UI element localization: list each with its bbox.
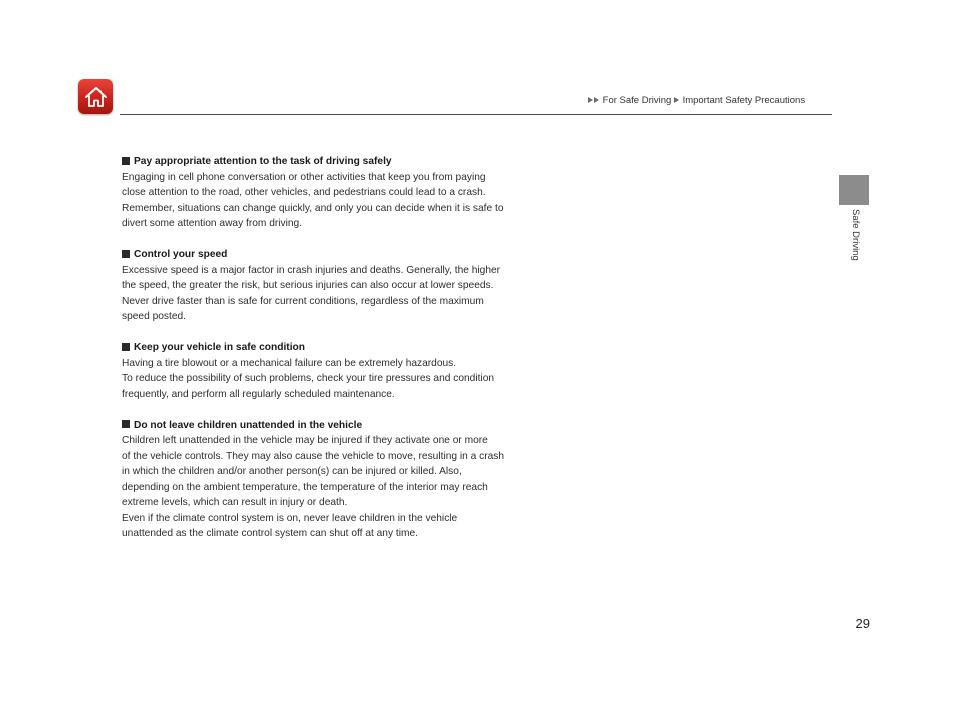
section-heading: Do not leave children unattended in the vehicle: [122, 418, 562, 434]
body-line: Excessive speed is a major factor in crash injuries and deaths. Generally, the higher: [122, 264, 501, 276]
section-heading: Pay appropriate attention to the task of driving safely: [122, 154, 562, 170]
chapter-tab-label: Safe Driving: [850, 209, 861, 261]
body-line: of the vehicle controls. They may also cause the vehicle to move, resulting in a crash: [122, 450, 505, 462]
chapter-tab-marker[interactable]: [839, 175, 869, 205]
section-heading: Keep your vehicle in safe condition: [122, 340, 562, 356]
breadcrumb-arrow-icon: [594, 97, 599, 103]
body-line: Children left unattended in the vehicle may be injured if they activate one or more: [122, 435, 488, 446]
section-attention: [122, 154, 562, 232]
body-line: Remember, situations can change quickly, and only you can decide when it is safe to: [122, 202, 504, 214]
body-line: Never drive faster than is safe for current conditions, regardless of the maximum: [122, 295, 484, 307]
body-line: close attention to the road, other vehicles, and pedestrians could lead to a crash.: [122, 187, 486, 198]
body-line: divert some attention away from driving.: [122, 218, 303, 229]
home-button[interactable]: [78, 79, 113, 114]
body-line: in which the children and/or another person(s) can be injured or killed. Also,: [122, 466, 462, 477]
section-children: [122, 418, 562, 542]
section-vehicle-condition: [122, 340, 562, 402]
body-line: To reduce the possibility of such problems, check your tire pressures and condition: [122, 373, 495, 384]
section-heading: Control your speed: [122, 247, 562, 263]
page-number: 29: [855, 616, 870, 631]
main-content: [122, 154, 562, 557]
body-line: Having a tire blowout or a mechanical failure can be extremely hazardous.: [122, 357, 457, 369]
body-line: speed posted.: [122, 311, 187, 322]
breadcrumb-arrow-icon: [588, 97, 593, 103]
square-bullet-icon: [122, 250, 130, 258]
body-line: unattended as the climate control system can shut off at any time.: [122, 528, 418, 539]
body-line: frequently, and perform all regularly scheduled maintenance.: [122, 388, 395, 400]
body-line: Engaging in cell phone conversation or other activities that keep you from paying: [122, 171, 486, 183]
section-speed: [122, 247, 562, 325]
home-icon: [83, 85, 109, 109]
body-line: extreme levels, which can result in injury or death.: [122, 497, 348, 508]
body-line: the speed, the greater the risk, but serious injuries can also occur at lower speeds.: [122, 280, 494, 291]
header-divider: [120, 114, 832, 115]
square-bullet-icon: [122, 157, 130, 165]
body-line: Even if the climate control system is on, never leave children in the vehicle: [122, 512, 458, 524]
square-bullet-icon: [122, 420, 130, 428]
breadcrumb-arrow-icon: [674, 97, 679, 103]
breadcrumb: [588, 94, 848, 108]
square-bullet-icon: [122, 343, 130, 351]
breadcrumb-item-for-safe-driving[interactable]: For Safe Driving: [602, 95, 672, 106]
body-line: depending on the ambient temperature, the temperature of the interior may reach: [122, 481, 488, 493]
breadcrumb-item-important-safety-precautions[interactable]: Important Safety Precautions: [682, 95, 806, 106]
